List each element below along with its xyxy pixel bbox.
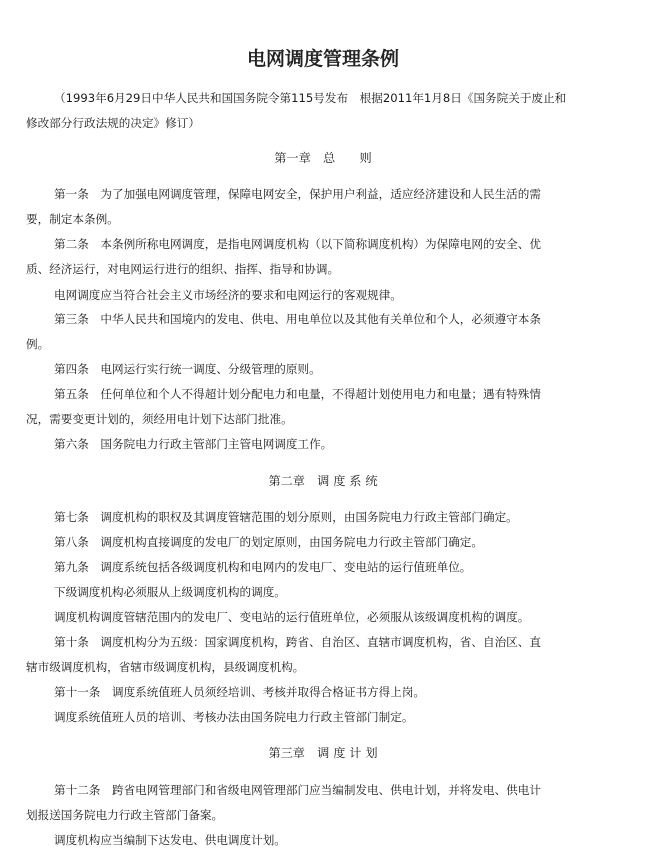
article-paragraph	[26, 555, 610, 580]
article-paragraph	[26, 680, 610, 705]
paragraph-line: 调度机构调度管辖范围内的发电厂、变电站的运行值班单位，必须服从该级调度机构的调度。	[54, 610, 530, 624]
paragraph-line: 第四条 电网运行实行统一调度、分级管理的原则。	[54, 362, 321, 376]
article-paragraph	[26, 432, 610, 457]
paragraph-line: 第八条 调度机构直接调度的发电厂的划定原则，由国务院电力行政主管部门确定。	[54, 535, 483, 549]
chapter-heading: 第一章 总 则	[274, 151, 372, 165]
paragraph-line: 第十一条 调度系统值班人员须经培训、考核并取得合格证书方得上岗。	[54, 685, 426, 699]
paragraph-line: 第九条 调度系统包括各级调度机构和电网内的发电厂、变电站的运行值班单位。	[54, 560, 472, 574]
paragraph-line: 第七条 调度机构的职权及其调度管辖范围的划分原则，由国务院电力行政主管部门确定。	[54, 510, 518, 524]
article-paragraph	[26, 307, 610, 357]
paragraph-line: 要，制定本条例。	[26, 212, 119, 226]
paragraph-line: 质、经济运行，对电网运行进行的组织、指挥、指导和协调。	[26, 262, 340, 276]
article-paragraph	[26, 283, 610, 308]
article-paragraph	[26, 232, 610, 282]
paragraph-line: 第五条 任何单位和个人不得超计划分配电力和电量，不得超计划使用电力和电量；遇有特殊情	[54, 387, 541, 401]
article-paragraph	[26, 382, 610, 432]
paragraph-line: 辖市级调度机构，省辖市级调度机构，县级调度机构。	[26, 660, 305, 674]
paragraph-line: 下级调度机构必须服从上级调度机构的调度。	[54, 585, 286, 599]
source-note-line: （1993年6月29日中华人民共和国国务院令第115号发布 根据2011年1月8日《国务院关于废止和	[54, 91, 567, 105]
article-paragraph	[26, 530, 610, 555]
paragraph-line: 电网调度应当符合社会主义市场经济的要求和电网运行的客观规律。	[54, 288, 402, 302]
chapter-heading: 第二章 调 度 系 统	[268, 474, 378, 488]
article-paragraph	[26, 630, 610, 680]
document-title: 电网调度管理条例	[246, 48, 399, 70]
article-paragraph	[26, 505, 610, 530]
paragraph-line: 第六条 国务院电力行政主管部门主管电网调度工作。	[54, 437, 333, 451]
article-paragraph	[26, 580, 610, 605]
paragraph-line: 第三条 中华人民共和国境内的发电、供电、用电单位以及其他有关单位和个人，必须遵守本条	[54, 312, 541, 326]
article-paragraph	[26, 705, 610, 730]
source-note-line: 修改部分行政法规的决定》修订）	[26, 116, 200, 130]
paragraph-line: 况，需要变更计划的，须经用电计划下达部门批准。	[26, 412, 293, 426]
paragraph-line: 例。	[26, 337, 50, 351]
paragraph-line: 调度系统值班人员的培训、考核办法由国务院电力行政主管部门制定。	[54, 710, 414, 724]
paragraph-line: 第一条 为了加强电网调度管理，保障电网安全，保护用户利益，适应经济建设和人民生活的需	[54, 187, 541, 201]
chapter-heading: 第三章 调 度 计 划	[268, 746, 378, 760]
paragraph-line: 第十条 调度机构分为五级：国家调度机构，跨省、自治区、直辖市调度机构，省、自治区、直	[54, 635, 541, 649]
paragraph-line: 第十二条 跨省电网管理部门和省级电网管理部门应当编制发电、供电计划，并将发电、供电计	[54, 783, 541, 797]
article-paragraph	[26, 605, 610, 630]
paragraph-line: 调度机构应当编制下达发电、供电调度计划。	[54, 833, 286, 847]
paragraph-line: 划报送国务院电力行政主管部门备案。	[26, 808, 224, 822]
article-paragraph	[26, 828, 610, 853]
paragraph-line: 第二条 本条例所称电网调度，是指电网调度机构（以下简称调度机构）为保障电网的安全、优	[54, 237, 541, 251]
source-note	[26, 86, 610, 136]
article-paragraph	[26, 357, 610, 382]
article-paragraph	[26, 182, 610, 232]
article-paragraph	[26, 778, 610, 828]
